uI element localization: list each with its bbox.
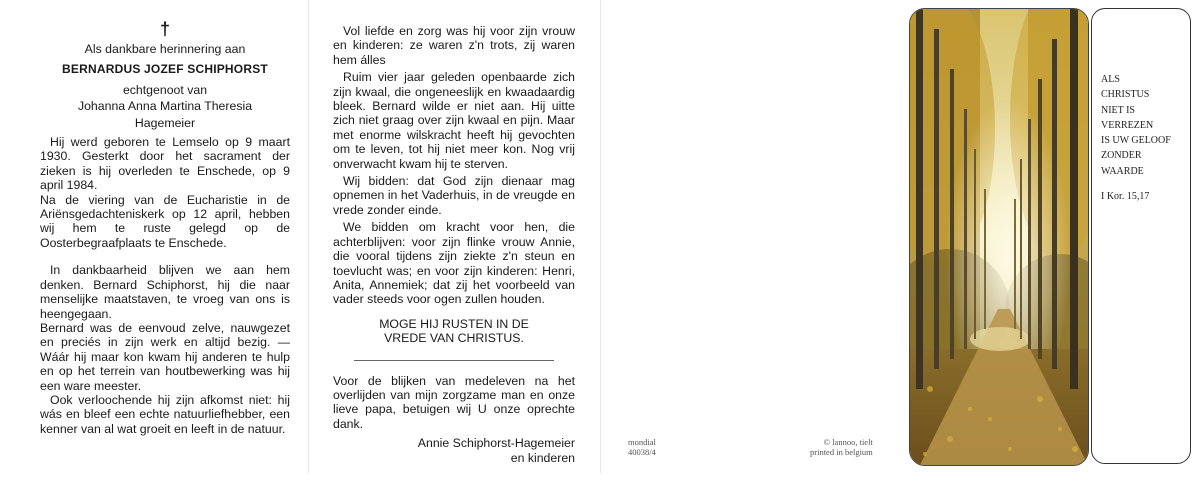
intro-line: Als dankbare herinnering aan (84, 42, 246, 56)
strength-paragraph: We bidden om kracht voor hen, die achterblijven: voor zijn flinke vrouw Annie, die vooral tijdens zijn ziekte z'n steun en toevlucht was; en voor zijn kinderen: Henri, Anita, Annemiek; dat zij het voorbeeld van vader steeds voor ogen zullen houden. (333, 220, 575, 307)
rest-line-1: MOGE HIJ RUSTEN IN DE (379, 316, 529, 331)
verse-line: IS UW GELOOF (1101, 135, 1171, 147)
divider (354, 360, 554, 361)
verse-line: WAARDE (1101, 165, 1144, 177)
spouse-name: Johanna Anna Martina Theresia (77, 99, 253, 114)
print-code: 40038/4 (628, 447, 656, 457)
publisher-name: © lannoo, tielt (823, 437, 873, 447)
publisher-mark (810, 437, 873, 457)
character-paragraph: Bernard was de eenvoud zelve, nauwgezet en preciés in zijn werk en altijd bezig. — Wáár hij maar kon kwam hij anderen te hulp en op het terrein van houtbewerking was hij een ware meester. (40, 320, 290, 393)
panel-middle (333, 24, 575, 497)
signature-line-2: en kinderen (510, 450, 575, 465)
prayer-paragraph: Wij bidden: dat God zijn dienaar mag opnemen in het Vaderhuis, in de vreugde en vrede zonder einde. (333, 174, 575, 217)
verse-line: ALS (1101, 74, 1120, 85)
spouse-surname: Hagemeier (134, 115, 196, 130)
print-country: printed in belgium (810, 447, 873, 457)
love-paragraph: Vol liefde en zorg was hij voor zijn vrouw en kinderen: ze waren z'n trots, zij waren hem álles (333, 24, 575, 67)
bible-verse (1101, 72, 1191, 204)
fold-line-1 (308, 0, 309, 473)
gratitude-paragraph: Voor de blijken van medeleven na het overlijden van mijn zorgzame man en onze lieve papa, betuigen wij U onze oprechte dank. (333, 373, 575, 431)
deceased-name: BERNARDUS JOZEF SCHIPHORST (62, 62, 268, 77)
nature-paragraph: Ook verloochende hij zijn afkomst niet: hij wás en bleef een echte natuurliefhebber, een kenner van al wat groeit en leeft in de natuur. (40, 392, 290, 436)
printer-name: mondial (628, 437, 656, 447)
verse-line: CHRISTUS (1101, 89, 1150, 101)
panel-left (40, 0, 290, 473)
verse-line: VERREZEN (1101, 119, 1154, 131)
birth-paragraph: Hij werd geboren te Lemselo op 9 maart 1930. Gesterkt door het sacrament der zieken is hij overleden te Enschede, op 9 april 1984. (40, 135, 290, 193)
memory-paragraph: In dankbaarheid blijven we aan hem denken. Bernard Schiphorst, hij die naar menselijke maatstaven, te vroeg van ons is heengegaan. (40, 263, 290, 321)
verse-reference: I Kor. 15,17 (1101, 191, 1150, 203)
verse-line: NIET IS (1101, 104, 1135, 116)
illness-paragraph: Ruim vier jaar geleden openbaarde zich zijn kwaal, die ongeneeslijk en kwaadaardig bleek. Bernard wilde er niet aan. Hij uitte zich niet graag over zijn kwaal en pijn. Maar met enorme wilskracht heeft hij gevochten om te leven, tot hij niet meer kon. Nog vrij onverwacht kwam hij te sterven. (333, 70, 575, 171)
rest-line-2: VREDE VAN CHRISTUS. (384, 331, 524, 346)
funeral-paragraph: Na de viering van de Eucharistie in de Ariënsgedachteniskerk op 12 april, hebben wij hem te ruste gelegd op de Oosterbegraafplaats te Enschede. (40, 192, 290, 250)
signature-line-1: Annie Schiphorst-Hagemeier (417, 436, 575, 451)
verse-line: ZONDER (1101, 150, 1142, 162)
fold-line-2 (600, 0, 601, 473)
spouse-intro: echtgenoot van (122, 82, 208, 97)
cross-icon: † (159, 19, 170, 39)
printer-mark (628, 437, 656, 457)
forest-path-image (909, 8, 1089, 466)
